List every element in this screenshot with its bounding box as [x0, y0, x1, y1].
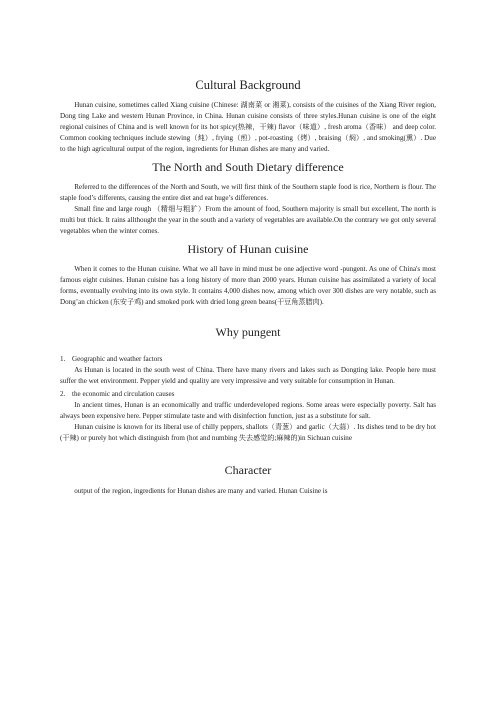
- section-title-history: History of Hunan cuisine: [187, 242, 309, 257]
- list-item-economic: [60, 389, 436, 400]
- paragraph-geographic: As Hunan is located in the south west of China. There have many rivers and lakes such as Dongting lake. People here must suffer the wet environment. Pepper yield and quality are very impressive and very suitable for consumption in Hunan.: [60, 365, 436, 385]
- section-title-why-pungent: Why pungent: [215, 324, 281, 339]
- paragraph-character: output of the region, ingredients for Hunan dishes are many and varied. Hunan Cuisine is: [74, 486, 328, 495]
- paragraph-history: When it comes to the Hunan cuisine. What we all have in mind must be one adjective word -pungent. As one of China's most famous eight cuisines. Hunan cuisine has a long history of more than 2000 years. Hunan cuisine has assimilated a variety of local forms, eventually evolving into its own style. It contains 4,000 dishes now, among which over 300 dishes are very notable, such as Dong’an chicken (东安子鸡) and smoked pork with dried long green beans(干豆角蒸腊肉).: [60, 264, 436, 306]
- list-number-1: 1.: [60, 354, 66, 363]
- paragraph-hunan-peppers: Hunan cuisine is known for its liberal use of chilly peppers, shallots（青葱）and garlic（大蒜）. Its dishes tend to be dry hot (干辣) or purely hot which distinguish from (hot and numbing 失去感觉的;麻辣的)in Sichuan cuisine: [60, 422, 436, 442]
- section-title-cultural-background: Cultural Background: [195, 78, 301, 92]
- list-item-geographic: [60, 354, 436, 365]
- list-heading-geographic: Geographic and weather factors: [72, 354, 163, 363]
- list-number-2: 2.: [60, 389, 66, 398]
- section-title-north-south: The North and South Dietary difference: [152, 160, 344, 175]
- paragraph-north-south-2: Small fine and large rough （精细与粗犷）From the amount of food, Southern majority is small but excellent, The north is multi but thick. It rains allthought the year in the south and a variety of vegetables are available.On the contrary we got only several vegetables when the winter comes.: [60, 205, 436, 236]
- paragraph-north-south-1: Referred to the differences of the North and South, we will first think of the Southern staple food is rice, Northern is flour. The staple food’s differents, causing the entire diet and eat huge’s differences.: [60, 183, 436, 203]
- section-title-character: Character: [224, 462, 272, 477]
- document-content: [60, 78, 436, 497]
- list-heading-economic: the economic and circulation causes: [72, 389, 175, 398]
- paragraph-economic: In ancient times, Hunan is an economically and traffic underdeveloped regions. Some areas were especially poverty. Salt has always been expensive here. Pepper stimulate taste and with disinfection function, just as a substitute for salt.: [60, 400, 436, 420]
- paragraph-cultural-background: Hunan cuisine, sometimes called Xiang cuisine (Chinese: 湖南菜 or 湘菜), consists of the cuisines of the Xiang River region, Dong ting Lake and western Hunan Province, in China. Hunan cuisine consists of three styles.Hunan cuisine is one of the eight regional cuisines of China and is well known for its hot spicy(热辣，干辣) flavor（味道）, fresh aroma（香味） and deep color. Common cooking techniques include stewing（炖）, frying（煎）, pot-roasting（烤）, braising（焖）, and smoking(熏）. Due to the high agricultural output of the region, ingredients for Hunan dishes are many and varied.: [60, 101, 436, 154]
